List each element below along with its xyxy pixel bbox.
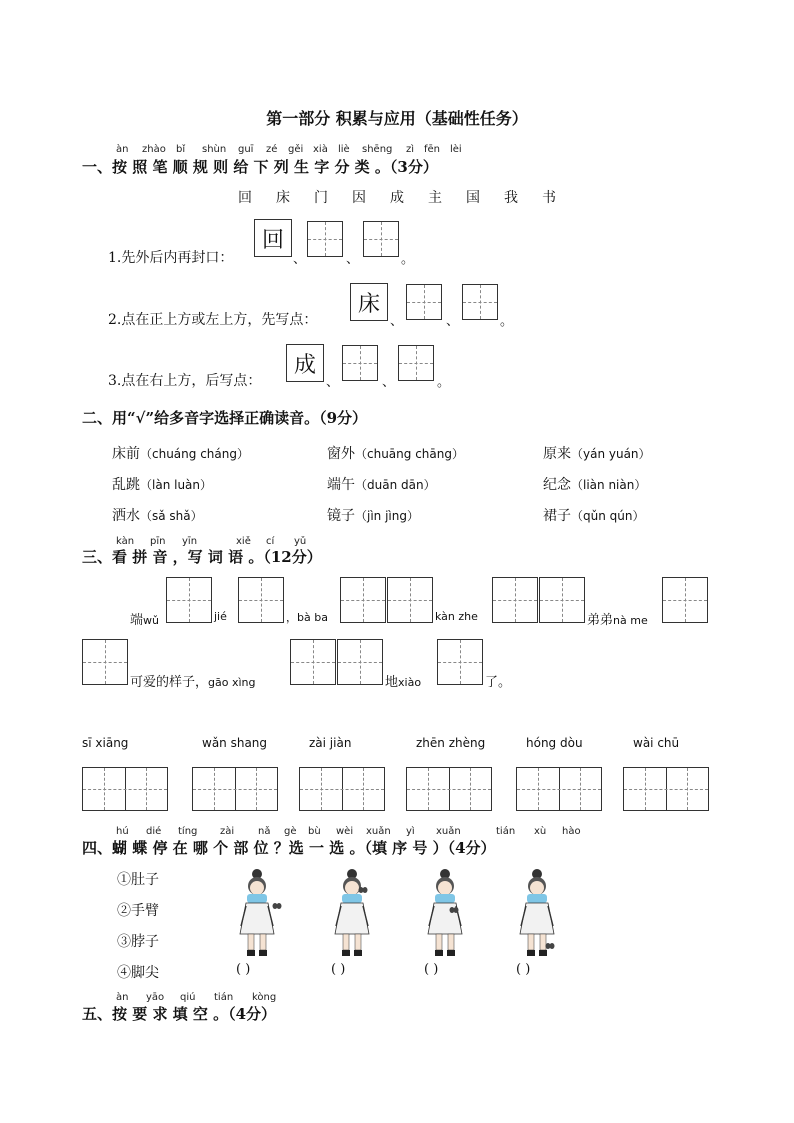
polyphone-options[interactable]: （liàn niàn）	[571, 478, 647, 492]
pinyin-syllable: xià	[313, 144, 328, 155]
polyphone-item	[327, 474, 436, 494]
polyphone-word: 裙子	[543, 508, 571, 524]
answer-box[interactable]	[166, 577, 212, 623]
line2-a-pinyin: gāo xìng	[208, 676, 256, 689]
character: 回	[238, 190, 252, 206]
answer-box[interactable]	[398, 345, 434, 381]
polyphone-word: 端午	[327, 477, 355, 493]
character: 因	[352, 190, 366, 206]
line1-b	[214, 609, 227, 624]
page-title: 第一部分 积累与应用（基础性任务）	[266, 109, 528, 128]
sep: 、	[390, 314, 404, 329]
word-answer-grid[interactable]	[299, 767, 385, 811]
pinyin-syllable: zé	[266, 144, 278, 155]
period: 。	[500, 314, 514, 329]
girl-illustration	[232, 866, 282, 962]
character-list	[0, 187, 794, 207]
line1-e-text: 弟弟	[587, 613, 614, 628]
polyphone-options[interactable]: （làn luàn）	[140, 478, 213, 492]
word-answer-grid[interactable]	[82, 767, 168, 811]
pinyin-syllable: xuǎn	[436, 826, 461, 837]
polyphone-item	[112, 474, 212, 494]
option-3: ③脖子	[117, 934, 159, 950]
word-pinyin: hóng dòu	[526, 736, 583, 750]
pinyin-syllable: tián	[214, 992, 234, 1003]
pinyin-syllable: yǔ	[294, 536, 307, 547]
answer-box[interactable]	[82, 639, 128, 685]
period: 。	[401, 252, 415, 267]
character: 成	[390, 190, 404, 206]
pinyin-syllable: bù	[308, 826, 321, 837]
sep: 、	[326, 375, 340, 390]
character: 国	[466, 190, 480, 206]
word-pinyin: sī xiāng	[82, 736, 129, 750]
polyphone-item	[327, 443, 464, 463]
polyphone-item	[112, 443, 249, 463]
rule-1-example-box	[254, 219, 292, 257]
polyphone-word: 床前	[112, 446, 140, 462]
section5-heading: 五、按 要 求 填 空 。（4分）	[82, 1005, 277, 1023]
answer-box[interactable]	[387, 577, 433, 623]
rule-2-example-box	[350, 283, 388, 321]
sep: 、	[382, 375, 396, 390]
pinyin-syllable: fēn	[424, 144, 441, 155]
polyphone-item	[543, 474, 646, 494]
pinyin-syllable: yì	[406, 826, 415, 837]
line1-e-pinyin: nà me	[613, 614, 648, 627]
line1-d-pinyin: kàn zhe	[435, 610, 478, 623]
answer-parentheses[interactable]: ( )	[236, 962, 251, 977]
pinyin-syllable: zì	[406, 144, 415, 155]
character: 我	[504, 190, 518, 206]
pinyin-syllable: àn	[116, 992, 129, 1003]
pinyin-syllable: gè	[284, 826, 297, 837]
answer-box[interactable]	[342, 345, 378, 381]
pinyin-syllable: xù	[534, 826, 547, 837]
character: 书	[542, 190, 556, 206]
answer-parentheses[interactable]: ( )	[331, 962, 346, 977]
pinyin-syllable: tíng	[178, 826, 198, 837]
line1-c-pinyin: ，bà ba	[286, 611, 328, 624]
pinyin-syllable: guī	[238, 144, 254, 155]
polyphone-options[interactable]: （qǔn qún）	[571, 509, 645, 523]
pinyin-syllable: hào	[562, 826, 581, 837]
polyphone-item	[543, 443, 651, 463]
pinyin-syllable: yīn	[182, 536, 198, 547]
polyphone-options[interactable]: （chuāng chāng）	[355, 447, 464, 461]
pinyin-syllable: xiě	[236, 536, 251, 547]
line2-c	[485, 671, 511, 690]
line2-b-text: 地	[385, 675, 399, 690]
pinyin-syllable: hú	[116, 826, 129, 837]
section2-heading: 二、用“√”给多音字选择正确读音。（9分）	[82, 409, 368, 427]
character: 床	[276, 190, 290, 206]
rule-3-text: 3.点在右上方，后写点：	[108, 373, 262, 389]
line1-e	[587, 609, 648, 628]
word-answer-grid[interactable]	[623, 767, 709, 811]
pinyin-syllable: xuǎn	[366, 826, 391, 837]
pinyin-syllable: zài	[220, 826, 235, 837]
sep: 、	[446, 314, 460, 329]
word-answer-grid[interactable]	[192, 767, 278, 811]
answer-box[interactable]	[462, 284, 498, 320]
pinyin-syllable: zhào	[142, 144, 166, 155]
rule-2	[108, 309, 317, 329]
answer-box[interactable]	[437, 639, 483, 685]
pinyin-syllable: gěi	[288, 144, 304, 155]
option-1: ①肚子	[117, 872, 159, 888]
polyphone-options[interactable]: （yán yuán）	[571, 447, 651, 461]
pinyin-syllable: kòng	[252, 992, 277, 1003]
girl-illustration	[327, 866, 377, 962]
line1-a-text: 端	[130, 613, 144, 628]
word-pinyin: zài jiàn	[309, 736, 352, 750]
rule-2-example: 床	[357, 291, 380, 317]
pinyin-syllable: àn	[116, 144, 129, 155]
pinyin-syllable: yāo	[146, 992, 165, 1003]
line1-c	[286, 609, 328, 625]
polyphone-item	[112, 505, 203, 525]
answer-parentheses[interactable]: ( )	[516, 962, 531, 977]
pinyin-syllable: pīn	[150, 536, 166, 547]
pinyin-syllable: liè	[338, 144, 350, 155]
pinyin-syllable: dié	[146, 826, 162, 837]
option-4: ④脚尖	[117, 965, 159, 981]
sep: 、	[346, 252, 360, 267]
polyphone-word: 镜子	[327, 508, 355, 524]
answer-box[interactable]	[539, 577, 585, 623]
word-answer-grid[interactable]	[406, 767, 492, 811]
pinyin-syllable: shùn	[202, 144, 227, 155]
pinyin-syllable: tián	[496, 826, 516, 837]
rule-3-example: 成	[293, 352, 316, 378]
rule-1-example: 回	[261, 227, 284, 253]
word-pinyin: wài chū	[633, 736, 680, 750]
answer-box[interactable]	[238, 577, 284, 623]
pinyin-syllable: wèi	[336, 826, 354, 837]
answer-parentheses[interactable]: ( )	[424, 962, 439, 977]
girl-illustration	[512, 866, 562, 962]
pinyin-syllable: bǐ	[176, 144, 186, 155]
pinyin-syllable: nǎ	[258, 826, 271, 837]
sep: 、	[293, 252, 307, 267]
line1-d	[435, 609, 478, 624]
option-2: ②手臂	[117, 903, 159, 919]
answer-box[interactable]	[662, 577, 708, 623]
pinyin-syllable: shēng	[362, 144, 393, 155]
polyphone-word: 窗外	[327, 446, 355, 462]
polyphone-word: 洒水	[112, 508, 140, 524]
polyphone-options[interactable]: （chuáng cháng）	[140, 447, 249, 461]
character: 门	[314, 190, 328, 206]
pinyin-syllable: cí	[266, 536, 275, 547]
polyphone-item	[327, 505, 419, 525]
pinyin-syllable: lèi	[450, 144, 462, 155]
line2-a	[130, 671, 256, 690]
section3-heading: 三、看 拼 音 ，写 词 语 。（12分）	[82, 548, 322, 566]
polyphone-word: 原来	[543, 446, 571, 462]
section4-heading: 四、蝴 蝶 停 在 哪 个 部 位 ？选 一 选 。（填 序 号 ）（4分）	[82, 839, 496, 857]
line2-b	[385, 671, 421, 690]
polyphone-options[interactable]: （sǎ shǎ）	[140, 509, 203, 523]
line1-b-pinyin: jié	[214, 610, 227, 623]
answer-box[interactable]	[492, 577, 538, 623]
polyphone-options[interactable]: （duān dān）	[355, 478, 436, 492]
pinyin-syllable: kàn	[116, 536, 135, 547]
answer-box[interactable]	[363, 221, 399, 257]
rule-2-text: 2.点在正上方或左上方，先写点：	[108, 312, 318, 328]
line2-a-text: 可爱的样子，	[130, 675, 209, 690]
polyphone-options[interactable]: （jìn jìng）	[355, 509, 419, 523]
rule-1	[108, 247, 233, 267]
rule-3-example-box	[286, 344, 324, 382]
pinyin-syllable: qiú	[180, 992, 196, 1003]
answer-box[interactable]	[337, 639, 383, 685]
answer-box[interactable]	[406, 284, 442, 320]
word-answer-grid[interactable]	[516, 767, 602, 811]
word-pinyin: zhēn zhèng	[416, 736, 486, 750]
word-pinyin: wǎn shang	[202, 736, 268, 750]
answer-box[interactable]	[307, 221, 343, 257]
line2-b-pinyin: xiào	[398, 676, 422, 689]
polyphone-word: 乱跳	[112, 477, 140, 493]
answer-box[interactable]	[290, 639, 336, 685]
section1-heading: 一、按 照 笔 顺 规 则 给 下 列 生 字 分 类 。（3分）	[82, 158, 438, 176]
polyphone-item	[543, 505, 644, 525]
line2-c-text: 了。	[485, 675, 512, 690]
rule-1-text: 1.先外后内再封口：	[108, 250, 234, 266]
answer-box[interactable]	[340, 577, 386, 623]
polyphone-word: 纪念	[543, 477, 571, 493]
line1-a-pinyin: wǔ	[143, 614, 159, 627]
girl-illustration	[420, 866, 470, 962]
period: 。	[437, 375, 451, 390]
rule-3	[108, 370, 261, 390]
character: 主	[428, 190, 442, 206]
line1-a	[130, 609, 159, 628]
